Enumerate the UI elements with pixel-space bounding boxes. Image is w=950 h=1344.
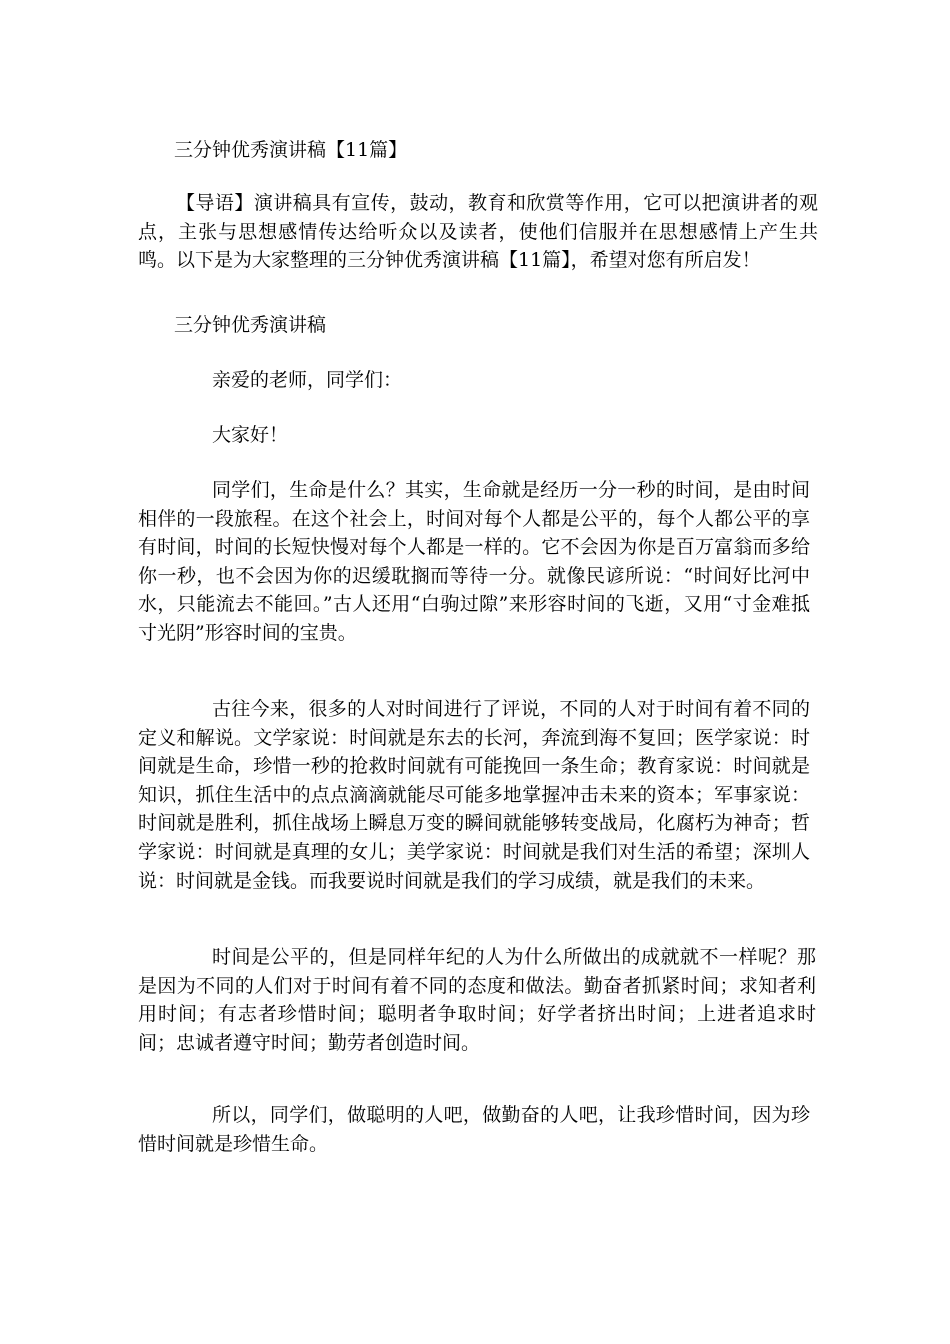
body-paragraph-3: 时间是公平的，但是同样年纪的人为什么所做出的成就就不一样呢？那是因为不同的人们对于时间有着不同的态度和做法。勤奋者抓紧时间；求知者利用时间；有志者珍惜时间；聪明者争取时间；好学者挤出时间；上进者追求时间；忠诚者遵守时间；勤劳者创造时间。	[138, 946, 816, 1054]
body-paragraph-1: 同学们，生命是什么？其实，生命就是经历一分一秒的时间，是由时间相伴的一段旅程。在这个社会上，时间对每个人都是公平的，每个人都公平的享有时间，时间的长短快慢对每个人都是一样的。它不会因为你是百万富翁而多给你一秒，也不会因为你的迟缓耽搁而等待一分。就像民谚所说：“时间好比河中水，只能流去不能回。”古人还用“白驹过隙”来形容时间的飞逝，又用“寸金难抵寸光阴”形容时间的宝贵。	[138, 479, 810, 644]
greeting: 大家好！	[212, 424, 289, 446]
salutation: 亲爱的老师，同学们：	[212, 369, 403, 391]
document-title: 三分钟优秀演讲稿【11篇】	[174, 139, 408, 161]
body-paragraph-4: 所以，同学们，做聪明的人吧，做勤奋的人吧，让我珍惜时间，因为珍惜时间就是珍惜生命。	[138, 1104, 810, 1155]
intro-paragraph: 【导语】演讲稿具有宣传，鼓动，教育和欣赏等作用，它可以把演讲者的观点，主张与思想感情传达给听众以及读者，使他们信服并在思想感情上产生共鸣。以下是为大家整理的三分钟优秀演讲稿【11篇】，希望对您有所启发！	[138, 192, 818, 271]
body-paragraph-2: 古往今来，很多的人对时间进行了评说，不同的人对于时间有着不同的定义和解说。文学家说：时间就是东去的长河，奔流到海不复回；医学家说：时间就是生命，珍惜一秒的抢救时间就有可能挽回一条生命；教育家说：时间就是知识，抓住生活中的点点滴滴就能尽可能多地掌握冲击未来的资本；军事家说：时间就是胜利，抓住战场上瞬息万变的瞬间就能够转变战局，化腐朽为神奇；哲学家说：时间就是真理的女儿；美学家说：时间就是我们对生活的希望；深圳人说：时间就是金钱。而我要说时间就是我们的学习成绩，就是我们的未来。	[138, 698, 810, 892]
section-title: 三分钟优秀演讲稿	[174, 314, 327, 336]
